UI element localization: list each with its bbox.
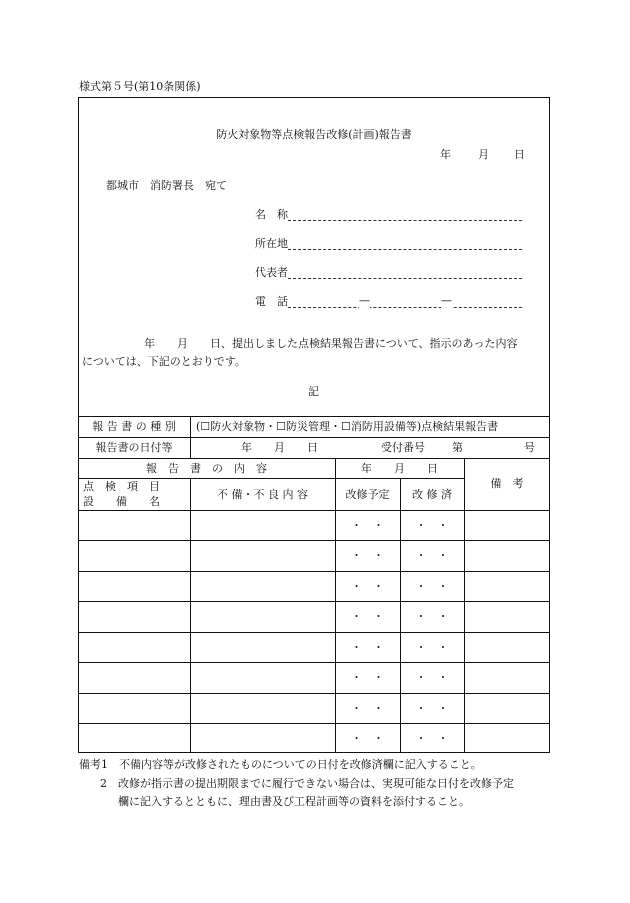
representative-field[interactable] xyxy=(288,278,522,279)
table-vline xyxy=(464,458,465,753)
done-header: 改 修 済 xyxy=(412,488,452,501)
phone-dash-2: — xyxy=(441,294,452,307)
body-text-line2: については、下記のとおりです。 xyxy=(82,355,246,368)
table-line xyxy=(78,723,550,724)
planned-date-cell[interactable]: ・ ・ xyxy=(351,732,384,745)
table-line xyxy=(78,458,550,459)
planned-date-cell[interactable]: ・ ・ xyxy=(351,641,384,654)
report-date-value: 年 月 日 xyxy=(241,441,318,454)
planned-date-cell[interactable]: ・ ・ xyxy=(351,702,384,715)
table-top-line xyxy=(78,416,550,417)
date-month: 月 xyxy=(478,148,489,161)
ymd-header: 年 月 日 xyxy=(361,462,438,475)
note-2-line1: 2 改修が指示書の提出期限までに履行できない場合は、実現可能な日付を改修予定 xyxy=(100,777,514,790)
content-header: 報 告 書 の 内 容 xyxy=(146,462,267,475)
form-number: 様式第５号(第10条関係) xyxy=(79,80,201,93)
address-label: 所在地 xyxy=(255,237,288,250)
representative-label: 代表者 xyxy=(255,266,288,279)
item-header-line2: 設 備 名 xyxy=(83,495,160,508)
planned-date-cell[interactable]: ・ ・ xyxy=(351,549,384,562)
receipt-dai: 第 xyxy=(452,441,463,454)
note-2-line2: 欄に記入するとともに、理由書及び工程計画等の資料を添付すること。 xyxy=(118,795,470,808)
table-vline xyxy=(190,416,191,458)
table-line xyxy=(78,540,550,541)
done-date-cell[interactable]: ・ ・ xyxy=(415,702,449,715)
table-line xyxy=(78,478,464,479)
name-field[interactable] xyxy=(288,220,522,221)
table-line xyxy=(78,510,550,511)
planned-date-cell[interactable]: ・ ・ xyxy=(351,671,384,684)
receipt-go: 号 xyxy=(524,441,535,454)
phone-field[interactable] xyxy=(288,307,522,308)
table-vline xyxy=(190,478,191,753)
table-line xyxy=(78,437,550,438)
addressee: 都城市 消防署長 宛て xyxy=(106,179,227,192)
phone-label: 電 話 xyxy=(255,295,288,308)
planned-date-cell[interactable]: ・ ・ xyxy=(351,580,384,593)
table-line xyxy=(78,571,550,572)
done-date-cell[interactable]: ・ ・ xyxy=(415,549,449,562)
table-line xyxy=(78,693,550,694)
done-date-cell[interactable]: ・ ・ xyxy=(415,732,449,745)
name-label: 名 称 xyxy=(255,208,288,221)
report-date-label: 報告書の日付等 xyxy=(95,441,173,454)
planned-date-cell[interactable]: ・ ・ xyxy=(351,519,384,532)
done-date-cell[interactable]: ・ ・ xyxy=(415,519,449,532)
item-header-line1: 点 検 項 目 xyxy=(83,480,160,493)
note-1: 備考1 不備内容等が改修されたものについての日付を改修済欄に記入すること。 xyxy=(79,758,482,771)
report-type-value: (☐防火対象物・☐防災管理・☐消防用設備等)点検結果報告書 xyxy=(196,420,499,433)
date-day: 日 xyxy=(514,148,525,161)
address-field[interactable] xyxy=(288,249,522,250)
defect-header: 不 備・不 良 内 容 xyxy=(217,488,308,501)
table-line xyxy=(78,632,550,633)
planned-date-cell[interactable]: ・ ・ xyxy=(351,610,384,623)
done-date-cell[interactable]: ・ ・ xyxy=(415,580,449,593)
done-date-cell[interactable]: ・ ・ xyxy=(415,671,449,684)
table-line xyxy=(78,662,550,663)
receipt-number-label: 受付番号 xyxy=(381,441,425,454)
ki-label: 記 xyxy=(308,385,319,398)
report-type-label: 報 告 書 の 種 別 xyxy=(92,420,176,433)
table-line xyxy=(78,601,550,602)
planned-header: 改修予定 xyxy=(345,488,390,501)
phone-dash-1: — xyxy=(359,294,370,307)
done-date-cell[interactable]: ・ ・ xyxy=(415,610,449,623)
done-date-cell[interactable]: ・ ・ xyxy=(415,641,449,654)
body-text-line1: 年 月 日、提出しました点検結果報告書について、指示のあった内容 xyxy=(144,337,518,350)
form-title: 防火対象物等点検報告改修(計画)報告書 xyxy=(216,128,412,141)
remarks-header: 備 考 xyxy=(490,477,524,490)
date-year: 年 xyxy=(440,148,451,161)
